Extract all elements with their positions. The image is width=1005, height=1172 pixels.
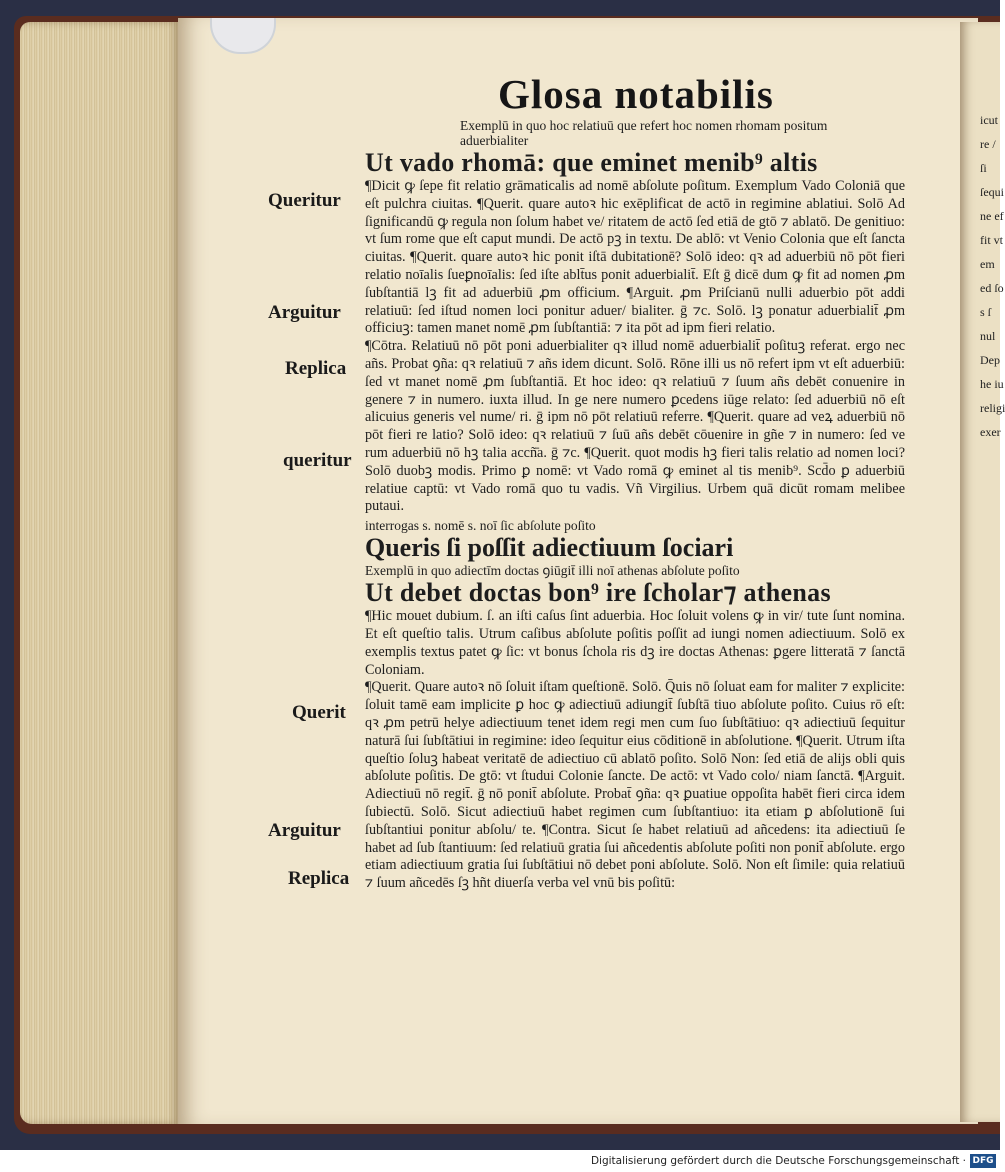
text-block (365, 118, 905, 893)
footer-credit: Digitalisierung gefördert durch die Deutsche Forschungsgemeinschaft · (590, 1155, 966, 1167)
gloss-paragraph: ¶Cōtra. Relatiuū nō pōt poni aduerbialiter qꝛ illud nomē aduerbialit̄ poſituꝫ referat. ergo nec añs. Probat ꝯña: qꝛ relatiuū ⁊ añs idem dicunt. Solō. Rōne illi us nō refert ipm vt eſt aduerbiū: ſed vt manet nomē ꝓm ſubſtantiā. Et hoc ideo: qꝛ relatiuū ⁊ ſuum añs debēt conuenire in genere ⁊ in numero. iuxta illud. In ge nere numero ꝑcedens iūge relato: ſed aduerbiū nō eſt alicuius generis vel nume/ ri. ḡ ipm nō pōt relatiuū referre. ¶Querit. quare ad veꝝ aduerbiū nō pōt fieri re latio? Solō ideo: qꝛ relatiuū ⁊ ſuū añs debēt cōuenire in gñe ⁊ in numero: ſed ve rum aduerbiū nō hꝫ talia accñ̄a. ḡ ⁊c. ¶Querit. quot modis hꝫ fieri talis relatio ad nomen loci? Solō duobꝫ modis. Primo ꝑ nomē: vt Vado romā ꝙ eminet al tis menib⁹. Scd̄o ꝑ aduerbiū relatiue captū: vt Vado romā quo tu vadis. Vñ Virgilius. Urbem quā dicūt romam melibee putaui. (365, 338, 905, 515)
facing-line: fit vt (980, 233, 1003, 247)
facing-line: Dep (980, 353, 1000, 367)
facing-line: em (980, 257, 995, 271)
lemma-line: Ut vado rhomā: que eminet menib⁹ altis (365, 148, 818, 177)
page-fore-edge (20, 22, 180, 1124)
question-line: Queris ſi poſſit adiectiuum ſociari (365, 533, 734, 563)
gloss-paragraph: ¶Querit. Quare autoꝛ nō ſoluit iſtam queſtionē. Solō. Q̄uis nō ſoluat eam for maliter ⁊ explicite: ſoluit tamē eam implicite ꝑ hoc ꝙ adiectiuū adiungit̄ ſubſtā tiuo abſolute poſito. Cuius rō eſt: qꝛ ꝓm petrū helye adiectiuum tenet idem regi men cum ſuo ſubſtātiuo: qꝛ adiectiuū ſequitur naturā ſui ſubſtātiui in regimine: ideo ſequitur eius cōditionē in abſolutione. ¶Querit. Utrum iſta queſtio ſoluꝫ habeat veritatē de adiectiuo cū ablatō poſito. Solō Non: ſed etiā de alijs obli quis abſolute poſitis. De gtō: vt ſtudui Colonie ſancte. De actō: vt Vado colo/ niam ſanctā. ¶Arguit. Adiectiuū nō regit̄. ḡ nō ponit̄ abſolute. Probat̄ ꝯña: qꝛ ꝑuatiue oppoſita habēt fieri circa idem ſubiectū. Solō. Sicut adiectiuū habet regimen cum ſubſtantiuo: ita etiam ꝑ abſolutionē ſui ſubſtantiui ponitur abſolu/ te. ¶Contra. Sicut ſe habet relatiuū ad añcedens: ita adiectiuū ſe habet ad ſub ſtantiuum: ſed relatiuū gratia ſui añcedentis abſolute poſiti non ponit̄ abſolute. ergo etiam adiectiuum gratia ſui ſubſtātiui nō debet poni abſolute. Solō. Non eſt ſimile: quia relatiuū ⁊ ſuum añcedēs ſꝫ hñt diuerſa verba vel vnū bis poſitū: (365, 679, 905, 892)
margin-note: queritur (283, 450, 352, 471)
facing-line: re / (980, 137, 996, 151)
interlinear-gloss: interrogas s. nomē s. noī ſic abſolute poſito (365, 518, 596, 534)
facing-line: religi (980, 401, 1005, 415)
margin-note: Arguitur (268, 302, 341, 323)
page-header: Glosa notabilis (498, 71, 774, 117)
facing-line: s ſ (980, 305, 992, 319)
footer-bar (0, 1150, 1000, 1172)
facing-line: icut (980, 113, 998, 127)
dfg-logo: DFG (970, 1154, 996, 1168)
margin-note: Arguitur (268, 820, 341, 841)
facing-line: ſequi (980, 185, 1004, 199)
facing-line: ne ef (980, 209, 1004, 223)
caption: Exemplū in quo hoc relatiuū que refert hoc nomen rhomam positum aduerbialiter (460, 118, 828, 148)
facing-line: ed ſo (980, 281, 1004, 295)
caption: Exemplū in quo adiectīm doctas ꝯiūgit̄ illi noī athenas abſolute poſito (365, 563, 740, 579)
gloss-paragraph: ¶Dicit ꝙ ſepe fit relatio grāmaticalis ad nomē abſolute poſitum. Exemplum Vado Coloniā que eſt pulchra ciuitas. ¶Querit. quare autoꝛ hic exēplificat de actō in regimine ablatiui. Solō Ad ſignificandū ꝙ regula non ſolum habet ve/ ritatem de actō ſed etiā de gtō ⁊ ablatō. De genitiuo: vt ſum rome que eſt caput mundi. De actō pꝫ in textu. De ablō: vt Venio Colonia que eſt ſancta ciuitas. ¶Querit. quare autoꝛ hic ponit iſtā dubitationē? Solō ideo: qꝛ ad aduerbiū nō pōt fieri relatio noīalis ſueꝑnoīalis: ſed iſte ablt̄us ponit aduerbialit̄. Eſt ḡ dicē dum ꝙ fit ad nomen ꝓm ſubſtantiā lꝫ fit ad aduerbiū ꝓm officium. ¶Arguit. ꝓm Priſcianū nulli aduerbio pōt addi relatiuū: ſed iſtud nomen loci ponitur aduer/ bialiter. ḡ ⁊c. Solō. lꝫ ponatur aduerbialit̄ ꝓm officiuꝫ: tamen manet nomē ꝓm ſubſtantiā: ⁊ ita pōt ad ipm fieri relatio. (365, 178, 905, 337)
margin-note: Querit (292, 702, 346, 723)
facing-line: nul (980, 329, 996, 343)
margin-note: Replica (285, 358, 347, 379)
facing-line: ſi (980, 161, 987, 175)
margin-note: Replica (288, 868, 350, 889)
facing-line: exer (980, 425, 1001, 439)
lemma-line: Ut debet doctas bon⁹ ire ſcholar⁊ athenas (365, 578, 831, 608)
facing-page (960, 22, 1005, 1122)
facing-line: he iu (980, 377, 1004, 391)
margin-note: Queritur (268, 190, 341, 211)
gloss-paragraph: ¶Hic mouet dubium. ſ. an iſti caſus ſint aduerbia. Hoc ſoluit volens ꝙ in vir/ tute ſunt nomina. Et eſt queſtio talis. Utrum caſibus abſolute poſitis poſſit ad iungi nomen adiectiuum. Solō ex exemplis textus patet ꝙ ſic: vt bonus ſchola ris dꝫ ire doctas Athenas: ꝑgere litteratā ⁊ ſanctā Coloniam. (365, 608, 905, 678)
